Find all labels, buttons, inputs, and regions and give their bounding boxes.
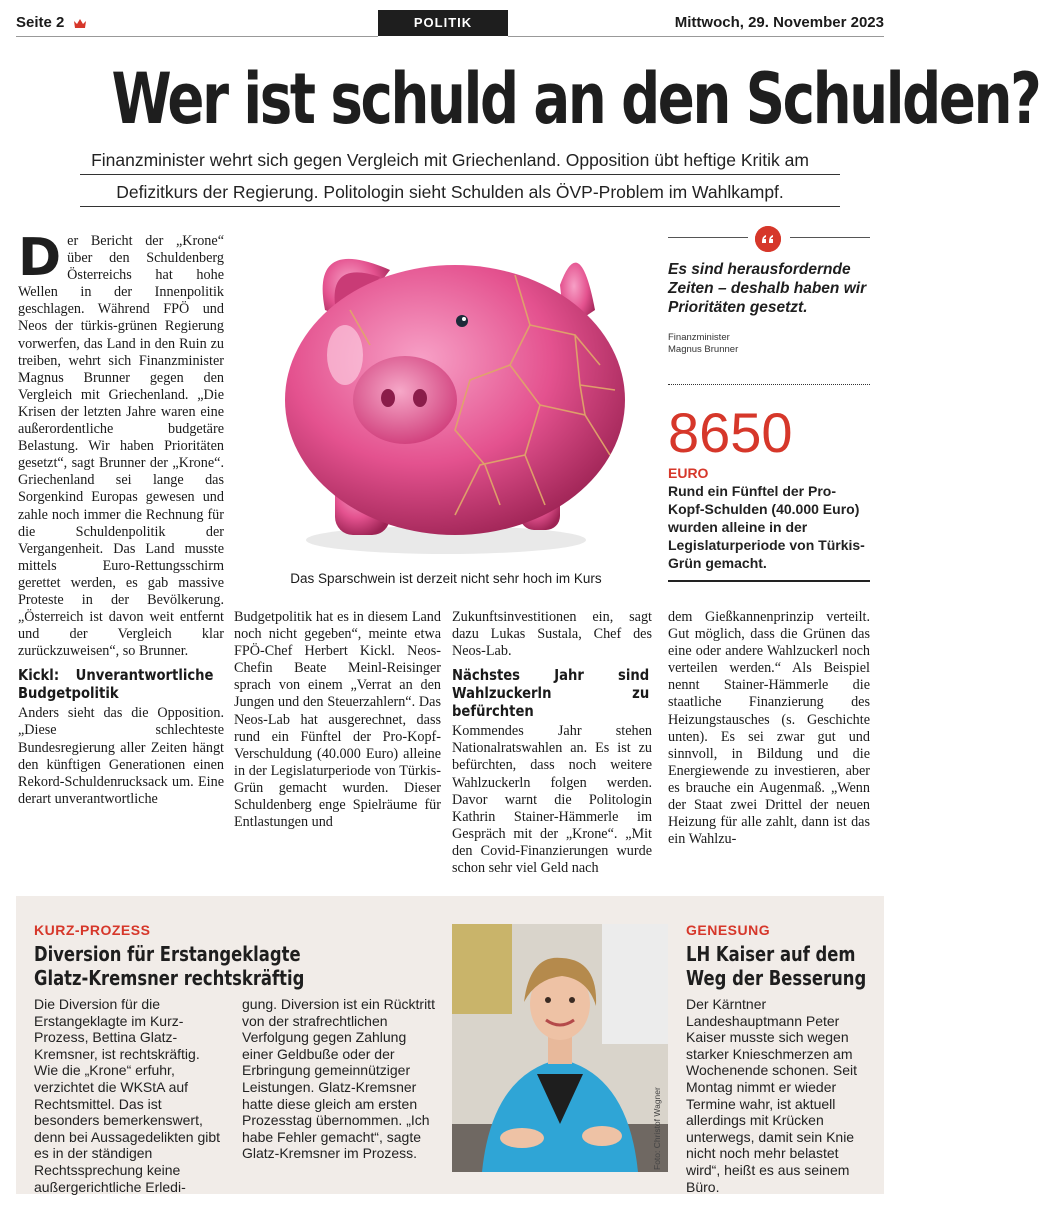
box-right-text: Der Kärntner Landeshauptmann Peter Kaiser musste sich wegen starker Knieschmerzen am Wochenende schonen. Seit Montag nimmt er wieder Termine wahr, ist aktuell allerdings mit Krücken unterwegs, damit sein Knie nicht noch mehr belastet wird“, heißt es aus seinem Büro. — [686, 996, 857, 1195]
quote-role: Finanzminister — [668, 332, 730, 343]
page-number — [16, 14, 87, 31]
quote-rule-left — [668, 237, 748, 238]
crown-icon — [73, 18, 87, 29]
header-rule-right — [508, 36, 884, 37]
photo-credit: Foto: Christof Wagner — [652, 1087, 662, 1170]
page-number-label: Seite 2 — [16, 14, 65, 31]
box-right-kicker: GENESUNG — [686, 922, 771, 938]
paragraph-text: er Bericht der „Krone“ über den Schuldenberg Österreichs hat hohe Wellen in der Innenpolitik geschlagen. Während FPÖ und Neos der türkis-grünen Regierung vorwerfen, das Land in den Ruin zu treiben, wehrt sich Finanzminister Magnus Brunner gegen den Vergleich mit Griechenland. „Die Krisen der letzten Jahre waren eine außerordentliche budgetäre Belastung. Wir haben Prioritäten gesetzt“, sagt Brunner der „Krone“. Griechenland sei lange das Sorgenkind Europas gewesen und zahle noch immer die Rechnung für die Schuldenpolitik der Vergangenheit. Das Land musste mittels Euro-Rettungsschirm gerettet werden, es gab massive Proteste in der Bevölkerung. „Österreich ist davon weit entfernt und der Vergleich klar zurückzuweisen“, so Brunner. — [18, 233, 224, 660]
sidebar-dotted-divider — [668, 384, 870, 385]
subheadline-line-1: Finanzminister wehrt sich gegen Vergleich mit Griechenland. Opposition übt heftige Kritik am — [91, 150, 809, 170]
article-paragraph: Kommendes Jahr stehen Nationalratswahlen an. Es ist zu befürchten, dass noch weitere Wahlzuckerln folgen werden. Davor warnt die Politologin Kathrin Stainer-Hämmerle im Gespräch mit der „Krone“. „Mit den Covid-Finanzierungen wurde schon sehr viel Geld nach — [452, 723, 652, 877]
portrait-photo — [452, 924, 668, 1172]
article-column-1 — [18, 228, 224, 808]
header-rule-left — [16, 36, 378, 37]
article-column-3 — [452, 609, 652, 877]
issue-date: Mittwoch, 29. November 2023 — [674, 14, 884, 31]
box-left-kicker: KURZ-PROZESS — [34, 922, 151, 938]
quote-name: Magnus Brunner — [668, 344, 739, 355]
fact-text: Rund ein Fünftel der Pro-Kopf-Schulden (40.000 Euro) wurden alleine in der Legislaturperiode von Türkis-Grün gemacht. — [668, 483, 865, 571]
image-caption: Das Sparschwein ist derzeit nicht sehr hoch im Kurs — [290, 571, 602, 586]
box-left-text-column-1: Die Diversion für die Erstangeklagte im Kurz-Prozess, Bettina Glatz-Kremsner, ist rechtskräftig. Wie die „Krone“ erfuhr, verzichtet die WKStA auf Rechtsmittel. Das ist besonders bemerkenswert, denn bei Aussagedelikten gibt es in der ständigen Rechtssprechung keine außergerichtliche Erledi- — [34, 996, 221, 1195]
subheadline-rule — [80, 206, 840, 207]
fact-unit: EURO — [668, 465, 709, 481]
section-label: POLITIK — [378, 10, 508, 36]
box-right-headline-line-2: Weg der Besserung — [686, 966, 867, 990]
quote-attribution — [668, 332, 870, 356]
drop-cap: D — [18, 228, 62, 288]
page-header — [16, 10, 884, 38]
article-headline: Wer ist schuld an den Schulden? — [111, 58, 1039, 140]
piggy-bank-image — [240, 215, 652, 570]
box-right-headline-line-1: LH Kaiser auf dem — [686, 942, 856, 966]
article-subheading: Nächstes Jahr sind Wahlzuckerln zu befürchten — [452, 666, 650, 721]
pull-quote: Es sind herausfordernde Zeiten – deshalb haben wir Prioritäten gesetzt. — [668, 261, 867, 316]
article-paragraph: Budgetpolitik hat es in diesem Land noch nicht gegeben“, meinte etwa FPÖ-Chef Herbert Kickl. Neos-Chefin Beate Meinl-Reisinger sprach von einem „Verrat an den Jungen und den Steuerzahlern“. Das Neos-Lab hat ausgerechnet, dass rund ein Fünftel der Pro-Kopf-Verschuldung (40.000 Euro) alleine in der Legislaturperiode von Türkis-Grün gemacht wurden. Dieser Schuldenberg enge Spielräume für Entlastungen und — [234, 609, 441, 831]
article-paragraph: Zukunftsinvestitionen ein, sagt dazu Lukas Sustala, Chef des Neos-Lab. — [452, 609, 652, 660]
quote-rule-right — [790, 237, 870, 238]
article-paragraph: dem Gießkannenprinzip verteilt. Gut möglich, dass die Grünen das eine oder andere Wahlzuckerl noch verteilen werden.“ Als Beispiel nennt Stainer-Hämmerle die staatliche Finanzierung des Heizungstausches (s. Geschichte unten). Es sei zwar gut und sinnvoll, in Bildung und die Energiewende zu investieren, aber es brauche ein Augenmaß. „Wenn der Staat zwei Drittel der neuen Heizung für alle zahlt, dann ist das ein Wahlzu- — [668, 609, 870, 848]
article-paragraph: Anders sieht das die Opposition. „Diese schlechteste Bundesregierung aller Zeiten hängt den künftigen Generationen einen Rekord-Schuldenrucksack um. Eine derart unverantwortliche — [18, 705, 224, 807]
box-left-text-column-2: gung. Diversion ist ein Rücktritt von der strafrechtlichen Verfolgung gegen Zahlung einer Geldbuße oder der Erbringung gemeinnütziger Leistungen. Glatz-Kremsner hatte diese gleich am ersten Prozesstag übernommen. „Ich habe Fehler gemacht“, sagte Glatz-Kremsner im Prozess. — [242, 996, 435, 1162]
box-left-headline-line-2: Glatz-Kremsner rechtskräftig — [34, 966, 305, 990]
subheadline-rule — [80, 174, 840, 175]
article-subheading: Kickl: Unverantwortliche Budgetpolitik — [18, 666, 214, 703]
fact-number: 8650 — [668, 401, 793, 464]
box-left-headline-line-1: Diversion für Erstangeklagte — [34, 942, 301, 966]
article-column-4 — [668, 609, 870, 848]
article-paragraph — [18, 228, 224, 660]
article-column-2 — [234, 609, 441, 831]
subheadline-line-2: Defizitkurs der Regierung. Politologin sieht Schulden als ÖVP-Problem im Wahlkampf. — [116, 182, 784, 202]
fact-bottom-rule — [668, 580, 870, 582]
quote-icon — [755, 226, 781, 252]
